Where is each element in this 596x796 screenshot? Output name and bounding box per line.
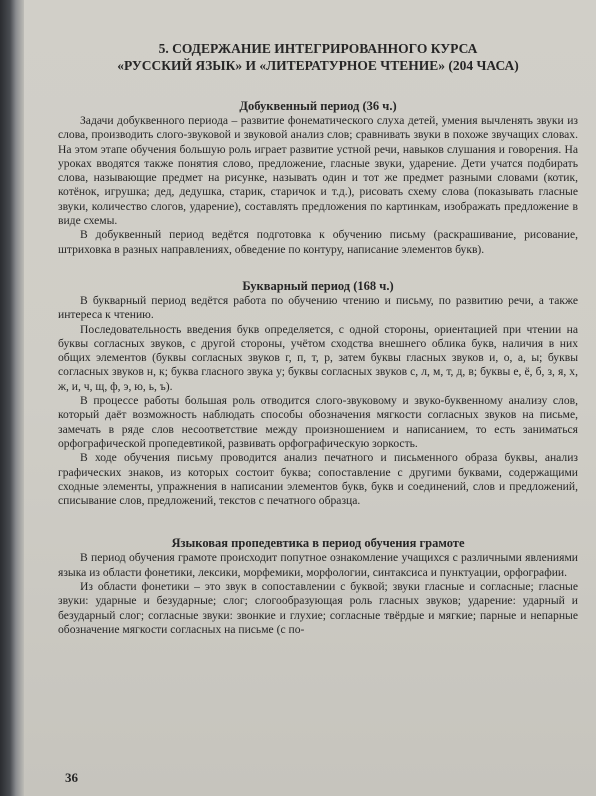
chapter-title bbox=[58, 40, 578, 74]
chapter-title-line-2: «РУССКИЙ ЯЗЫК» И «ЛИТЕРАТУРНОЕ ЧТЕНИЕ» (204 ЧАСА) bbox=[117, 58, 519, 73]
paragraph: В период обучения грамоте происходит попутное ознакомление учащихся с различными явлениями языка из области фонетики, лексики, морфемики, морфологии, синтаксиса и пунктуации, орфографии. bbox=[58, 551, 578, 579]
paragraph: Из области фонетики – это звук в сопоставлении с буквой; звуки гласные и согласные; гласные звуки: ударные и безударные; слог; слогообразующая роль гласных звуков; ударение: ударный и безударный слог; согласные звуки: звонкие и глухие; согласные твёрдые и мягкие; парные и непарные обозначение мягкости согласных на письме (с по- bbox=[58, 580, 578, 636]
paragraph: Последовательность введения букв определяется, с одной стороны, ориентацией при чтении на буквы согласных звуков, с другой стороны, учётом сходства внешнего облика букв, наличия в них общих элементов (буквы согласных звуков г, п, т, р, затем буквы гласных звуков и, о, а, ы; буквы согласных звуков н, к; буква гласного звука у; буквы согласных звуков с, л, м, т, д, в; буквы е, ё, б, з, я, х, ж, и, ч, щ, ф, э, ю, ь, ъ). bbox=[58, 322, 578, 393]
page-content bbox=[58, 40, 578, 637]
paragraph: В ходе обучения письму проводится анализ печатного и письменного образа буквы, анализ графических знаков, из которых состоит буква; сопоставление с другими буквами, содержащими сходные элементы, упражнения в написании элементов букв, букв и соединений, слов и предложений, списывание слов, предложений, текстов с печатного образца. bbox=[58, 451, 578, 508]
page-number: 36 bbox=[65, 770, 78, 785]
paragraph: Задачи добуквенного периода – развитие фонематического слуха детей, умения вычленять звуки из слова, производить слого-звуковой и звуковой анализ слов; сравнивать звуки в похоже звучащих словах. На этом этапе обучения большую роль играет развитие устной речи, навыков слушания и говорения. На уроках вводятся также понятия слово, предложение, гласные звуки, ударение. Дети учатся подбирать слова, называющие предмет на рисунке, называть один и тот же предмет разными словами (котик, котёнок, игрушка; дед, дедушка, старик, старичок и т.д.), рисовать схему слова (показывать гласные звуки, количество слогов, ударение), составлять предложения по картинкам, изображать предложение в виде схемы. bbox=[58, 114, 578, 228]
section-title-language-propaedeutics: Языковая пропедевтика в период обучения грамоте bbox=[171, 536, 465, 551]
book-page bbox=[24, 0, 596, 796]
paragraph: В добуквенный период ведётся подготовка к обучению письму (раскрашивание, рисование, штриховка в разных направлениях, обведение по контуру, написание элементов букв). bbox=[58, 228, 578, 256]
paragraph: В процессе работы большая роль отводится слого-звуковому и звуко-буквенному анализу слов, который даёт возможность наблюдать способы обозначения мягкости согласных звуков на письме, замечать в ряде слов несоответствие между произношением и написанием, то есть заниматься орфографической пропедевтикой, развивать орфографическую зоркость. bbox=[58, 394, 578, 450]
paragraph: В букварный период ведётся работа по обучению чтению и письму, по развитию речи, а также интереса к чтению. bbox=[58, 293, 578, 322]
section-title-alphabet: Букварный период (168 ч.) bbox=[242, 278, 394, 293]
chapter-title-line-1: 5. СОДЕРЖАНИЕ ИНТЕГРИРОВАННОГО КУРСА bbox=[158, 41, 478, 56]
section-title-prealphabet: Добуквенный период (36 ч.) bbox=[239, 99, 397, 113]
